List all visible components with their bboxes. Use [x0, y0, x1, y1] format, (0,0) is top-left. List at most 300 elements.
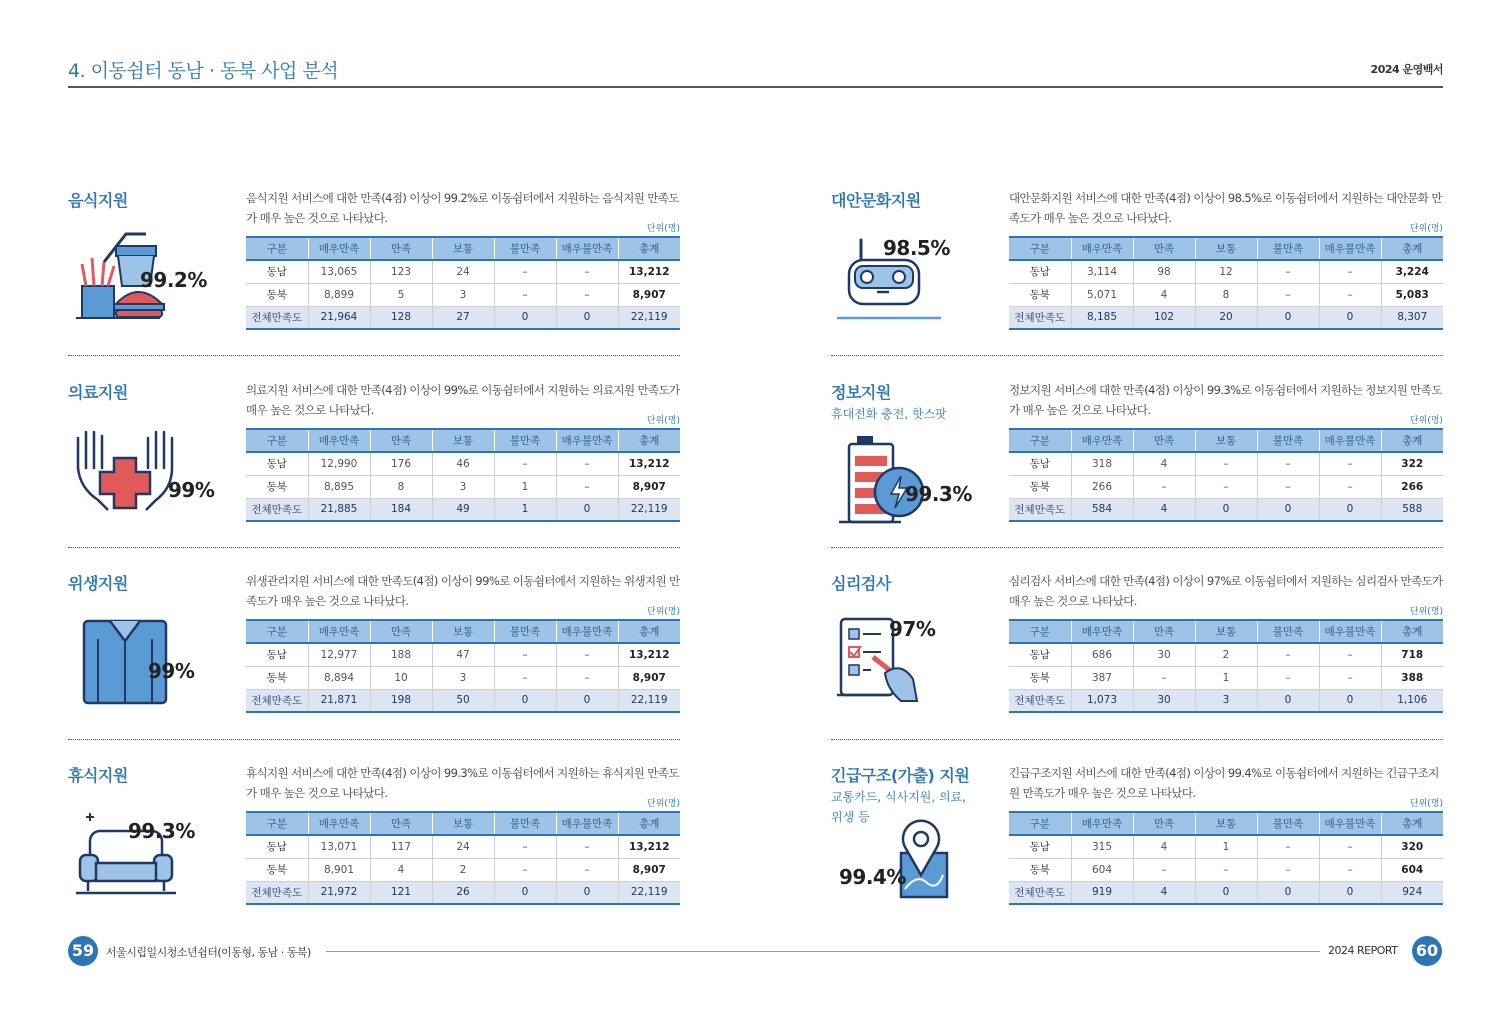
col-header: 보통 [432, 429, 494, 452]
col-header: 매우만족 [308, 812, 370, 835]
table-total-row [246, 881, 680, 904]
table-cell: 176 [370, 452, 432, 475]
section-food [68, 188, 680, 338]
table-cell: 12 [1195, 260, 1257, 283]
col-header: 보통 [1195, 812, 1257, 835]
unit-label: 단위(명) [646, 416, 680, 426]
description: 휴식지원 서비스에 대한 만족(4점) 이상이 99.3%로 이동쉼터에서 지원하는 휴식지원 만족도가 매우 높은 것으로 나타났다. [246, 766, 679, 800]
table-cell: 21,885 [308, 498, 370, 521]
table-cell: 0 [494, 689, 556, 712]
table-cell: 22,119 [618, 881, 680, 904]
section-divider [831, 547, 1443, 548]
table-cell: 8,907 [618, 475, 680, 498]
food-icon [68, 226, 238, 326]
table-cell: – [1257, 835, 1319, 858]
section-psych [831, 571, 1443, 721]
shirt-icon [68, 609, 238, 709]
table-cell: 3,224 [1381, 260, 1443, 283]
unit-label: 단위(명) [646, 224, 680, 234]
right-page-number: 60 [1412, 936, 1442, 966]
table-cell: – [1257, 283, 1319, 306]
col-header: 만족 [1133, 429, 1195, 452]
table-cell: 102 [1133, 306, 1195, 329]
table-cell: 27 [432, 306, 494, 329]
table-cell: 3,114 [1071, 260, 1133, 283]
table-cell: – [1133, 475, 1195, 498]
table-cell: 315 [1071, 835, 1133, 858]
col-header: 총계 [1381, 620, 1443, 643]
percent-value: 99.2% [140, 268, 207, 292]
col-header: 불만족 [1257, 620, 1319, 643]
col-header: 매우만족 [1071, 429, 1133, 452]
table-row [1009, 835, 1443, 858]
col-header: 총계 [1381, 812, 1443, 835]
data-table [1009, 236, 1443, 330]
description: 의료지원 서비스에 대한 만족(4점) 이상이 99%로 이동쉼터에서 지원하는 의료지원 만족도가 매우 높은 것으로 나타났다. [246, 383, 680, 417]
table-cell: 718 [1381, 643, 1443, 666]
col-header: 구분 [246, 620, 308, 643]
table-cell: 동남 [1009, 643, 1071, 666]
table-row [246, 260, 680, 283]
table-cell: 4 [1133, 283, 1195, 306]
table-cell: 266 [1381, 475, 1443, 498]
table-cell: 4 [1133, 835, 1195, 858]
table-cell: – [1257, 666, 1319, 689]
table-cell: 0 [1257, 689, 1319, 712]
col-header: 보통 [1195, 620, 1257, 643]
table-cell: 동남 [1009, 452, 1071, 475]
table-cell: – [494, 858, 556, 881]
table-cell: – [1257, 260, 1319, 283]
col-header: 구분 [246, 812, 308, 835]
col-header: 총계 [618, 812, 680, 835]
table-row [1009, 643, 1443, 666]
section-hygiene [68, 571, 680, 721]
description: 긴급구조지원 서비스에 대한 만족(4점) 이상이 99.4%로 이동쉼터에서 지원하는 긴급구조지원 만족도가 매우 높은 것으로 나타났다. [1009, 766, 1439, 800]
table-total-row [246, 306, 680, 329]
table-cell: 22,119 [618, 498, 680, 521]
footer-left-text: 서울시립일시청소년쉼터(이동형, 동남 · 동북) [106, 946, 311, 959]
map-pin-icon [831, 809, 1001, 905]
table-cell: 387 [1071, 666, 1133, 689]
table-row [1009, 475, 1443, 498]
table-cell: 584 [1071, 498, 1133, 521]
table-cell: – [1319, 283, 1381, 306]
table-cell: – [1133, 858, 1195, 881]
col-header: 구분 [1009, 429, 1071, 452]
header-rule [68, 86, 1443, 88]
col-header: 매우만족 [1071, 620, 1133, 643]
unit-label: 단위(명) [1409, 799, 1443, 809]
col-header: 총계 [618, 620, 680, 643]
table-cell: 5 [370, 283, 432, 306]
table-cell: – [1257, 643, 1319, 666]
section-divider [68, 355, 680, 356]
table-cell: 128 [370, 306, 432, 329]
col-header: 불만족 [494, 812, 556, 835]
table-cell: 266 [1071, 475, 1133, 498]
table-row [1009, 858, 1443, 881]
table-cell: – [556, 643, 618, 666]
col-header: 매우불만족 [1319, 429, 1381, 452]
col-header: 불만족 [494, 237, 556, 260]
table-cell: 동북 [1009, 858, 1071, 881]
col-header: 총계 [618, 237, 680, 260]
table-cell: 8,901 [308, 858, 370, 881]
unit-label: 단위(명) [1409, 224, 1443, 234]
percent-value: 99% [148, 659, 195, 683]
table-cell: – [1319, 835, 1381, 858]
table-cell: 98 [1133, 260, 1195, 283]
battery-charging-icon [831, 426, 1001, 526]
table-row [1009, 283, 1443, 306]
section-culture [831, 188, 1443, 338]
table-cell: 12,977 [308, 643, 370, 666]
table-cell: 26 [432, 881, 494, 904]
col-header: 불만족 [1257, 429, 1319, 452]
table-cell: 13,212 [618, 643, 680, 666]
table-cell: 0 [1319, 881, 1381, 904]
section-title: 정보지원 [831, 383, 891, 402]
section-divider [68, 547, 680, 548]
table-cell: 0 [1319, 498, 1381, 521]
footer-rule [326, 951, 1320, 952]
table-total-row [1009, 881, 1443, 904]
left-page-number: 59 [68, 936, 98, 966]
col-header: 불만족 [494, 429, 556, 452]
table-cell: 8,899 [308, 283, 370, 306]
description: 위생관리지원 서비스에 대한 만족도(4점) 이상이 99%로 이동쉼터에서 지원하는 위생지원 만족도가 매우 높은 것으로 나타났다. [246, 574, 680, 608]
col-header: 총계 [618, 429, 680, 452]
col-header: 보통 [1195, 237, 1257, 260]
table-cell: – [556, 858, 618, 881]
section-divider [831, 355, 1443, 356]
table-cell: – [1257, 475, 1319, 498]
col-header: 만족 [1133, 812, 1195, 835]
col-header: 매우불만족 [556, 237, 618, 260]
percent-value: 99.3% [128, 819, 195, 843]
table-cell: 1,073 [1071, 689, 1133, 712]
table-cell: 8,894 [308, 666, 370, 689]
table-cell: 0 [556, 881, 618, 904]
table-cell: 동남 [246, 835, 308, 858]
table-cell: – [556, 835, 618, 858]
col-header: 만족 [370, 429, 432, 452]
table-cell: – [556, 666, 618, 689]
table-total-row [1009, 306, 1443, 329]
table-cell: – [494, 260, 556, 283]
table-cell: 47 [432, 643, 494, 666]
table-cell: – [1319, 858, 1381, 881]
table-cell: 21,871 [308, 689, 370, 712]
table-cell: 0 [556, 498, 618, 521]
table-cell: 8,907 [618, 283, 680, 306]
section-title: 심리검사 [831, 574, 891, 593]
table-cell: – [1319, 643, 1381, 666]
table-cell: 1 [1195, 666, 1257, 689]
col-header: 보통 [432, 812, 494, 835]
table-cell: 21,972 [308, 881, 370, 904]
table-total-row [1009, 689, 1443, 712]
table-cell: 24 [432, 260, 494, 283]
col-header: 만족 [370, 812, 432, 835]
table-cell: 13,212 [618, 835, 680, 858]
table-row [246, 643, 680, 666]
section-divider [68, 739, 680, 740]
table-row [246, 835, 680, 858]
table-cell: 0 [1257, 881, 1319, 904]
table-cell: 전체만족도 [1009, 881, 1071, 904]
table-row [1009, 666, 1443, 689]
table-cell: 0 [556, 689, 618, 712]
col-header: 총계 [1381, 429, 1443, 452]
section-title: 음식지원 [68, 191, 128, 210]
table-cell: 전체만족도 [246, 306, 308, 329]
data-table [1009, 428, 1443, 522]
col-header: 불만족 [494, 620, 556, 643]
table-cell: 21,964 [308, 306, 370, 329]
table-cell: 198 [370, 689, 432, 712]
percent-value: 99.4% [839, 865, 906, 889]
data-table [246, 619, 680, 713]
col-header: 구분 [1009, 812, 1071, 835]
section-rest [68, 763, 680, 913]
table-cell: 동남 [1009, 260, 1071, 283]
description: 음식지원 서비스에 대한 만족(4점) 이상이 99.2%로 이동쉼터에서 지원하는 음식지원 만족도가 매우 높은 것으로 나타났다. [246, 191, 679, 225]
col-header: 매우불만족 [556, 429, 618, 452]
table-cell: 121 [370, 881, 432, 904]
percent-value: 99% [168, 478, 215, 502]
table-cell: – [1195, 475, 1257, 498]
table-cell: 전체만족도 [246, 689, 308, 712]
col-header: 매우불만족 [556, 620, 618, 643]
table-cell: 0 [1195, 498, 1257, 521]
table-cell: 8,307 [1381, 306, 1443, 329]
table-cell: – [1195, 858, 1257, 881]
col-header: 만족 [370, 620, 432, 643]
table-cell: 동남 [246, 643, 308, 666]
table-row [246, 452, 680, 475]
unit-label: 단위(명) [646, 607, 680, 617]
percent-value: 99.3% [905, 482, 972, 506]
table-cell: 320 [1381, 835, 1443, 858]
col-header: 구분 [246, 237, 308, 260]
col-header: 매우불만족 [1319, 812, 1381, 835]
table-cell: 686 [1071, 643, 1133, 666]
chapter-title: 4. 이동쉼터 동남 · 동북 사업 분석 [68, 60, 339, 82]
table-cell: 8,907 [618, 666, 680, 689]
col-header: 매우만족 [1071, 237, 1133, 260]
table-cell: 12,990 [308, 452, 370, 475]
table-cell: – [1319, 666, 1381, 689]
col-header: 매우불만족 [556, 812, 618, 835]
section-divider [831, 739, 1443, 740]
table-cell: 1 [494, 498, 556, 521]
table-cell: 0 [1195, 881, 1257, 904]
table-cell: 924 [1381, 881, 1443, 904]
checklist-test-icon [831, 609, 1001, 709]
report-label: 2024 운영백서 [1370, 63, 1443, 76]
percent-value: 98.5% [883, 236, 950, 260]
table-cell: 동북 [246, 666, 308, 689]
table-cell: 전체만족도 [1009, 306, 1071, 329]
col-header: 총계 [1381, 237, 1443, 260]
col-header: 매우만족 [308, 237, 370, 260]
table-cell: – [494, 643, 556, 666]
table-cell: 117 [370, 835, 432, 858]
col-header: 구분 [1009, 620, 1071, 643]
table-row [246, 283, 680, 306]
table-cell: – [494, 835, 556, 858]
table-cell: – [1195, 452, 1257, 475]
table-cell: 10 [370, 666, 432, 689]
table-cell: 0 [494, 306, 556, 329]
section-rescue [831, 763, 1443, 913]
table-cell: 0 [494, 881, 556, 904]
table-cell: 13,212 [618, 452, 680, 475]
col-header: 만족 [370, 237, 432, 260]
table-cell: 8,907 [618, 858, 680, 881]
table-cell: 188 [370, 643, 432, 666]
table-cell: 123 [370, 260, 432, 283]
table-cell: 50 [432, 689, 494, 712]
section-title: 대안문화지원 [831, 191, 921, 210]
table-cell: 24 [432, 835, 494, 858]
table-cell: – [556, 283, 618, 306]
table-total-row [246, 689, 680, 712]
table-cell: 동남 [246, 452, 308, 475]
table-row [1009, 260, 1443, 283]
description: 대안문화지원 서비스에 대한 만족(4점) 이상이 98.5%로 이동쉼터에서 지원하는 대안문화 만족도가 매우 높은 것으로 나타났다. [1009, 191, 1442, 225]
data-table [246, 428, 680, 522]
section-title: 의료지원 [68, 383, 128, 402]
table-cell: 동북 [246, 475, 308, 498]
table-cell: 전체만족도 [1009, 498, 1071, 521]
col-header: 보통 [432, 237, 494, 260]
data-table [1009, 619, 1443, 713]
table-total-row [1009, 498, 1443, 521]
table-cell: 0 [1257, 306, 1319, 329]
table-cell: 919 [1071, 881, 1133, 904]
table-cell: 0 [1319, 306, 1381, 329]
table-cell: – [494, 452, 556, 475]
percent-value: 97% [889, 617, 936, 641]
section-medical [68, 380, 680, 530]
table-cell: 30 [1133, 689, 1195, 712]
table-cell: 전체만족도 [246, 498, 308, 521]
table-cell: 13,071 [308, 835, 370, 858]
table-cell: 13,212 [618, 260, 680, 283]
table-cell: 2 [432, 858, 494, 881]
table-cell: – [556, 260, 618, 283]
table-cell: 4 [370, 858, 432, 881]
section-title: 휴식지원 [68, 766, 128, 785]
col-header: 보통 [432, 620, 494, 643]
table-cell: 1 [1195, 835, 1257, 858]
col-header: 구분 [1009, 237, 1071, 260]
table-cell: 전체만족도 [246, 881, 308, 904]
table-cell: 2 [1195, 643, 1257, 666]
table-cell: 46 [432, 452, 494, 475]
table-cell: 22,119 [618, 689, 680, 712]
table-cell: – [494, 283, 556, 306]
table-cell: 13,065 [308, 260, 370, 283]
table-cell: 8 [1195, 283, 1257, 306]
table-cell: 0 [556, 306, 618, 329]
col-header: 매우불만족 [1319, 237, 1381, 260]
table-cell: – [1319, 260, 1381, 283]
table-cell: 3 [1195, 689, 1257, 712]
table-cell: 전체만족도 [1009, 689, 1071, 712]
col-header: 매우만족 [1071, 812, 1133, 835]
table-row [246, 475, 680, 498]
table-cell: – [1319, 475, 1381, 498]
game-controller-icon [831, 226, 1001, 326]
table-cell: 4 [1133, 452, 1195, 475]
table-cell: 3 [432, 475, 494, 498]
table-cell: 604 [1381, 858, 1443, 881]
table-cell: 동북 [1009, 475, 1071, 498]
data-table [1009, 811, 1443, 905]
table-cell: 322 [1381, 452, 1443, 475]
table-cell: 4 [1133, 881, 1195, 904]
table-cell: 318 [1071, 452, 1133, 475]
col-header: 매우만족 [308, 429, 370, 452]
table-cell: 동북 [246, 283, 308, 306]
data-table [246, 811, 680, 905]
col-header: 만족 [1133, 237, 1195, 260]
table-cell: 184 [370, 498, 432, 521]
table-row [1009, 452, 1443, 475]
col-header: 만족 [1133, 620, 1195, 643]
table-cell: 동남 [246, 260, 308, 283]
table-cell: 동북 [1009, 666, 1071, 689]
section-subtitle: 휴대전화 충전, 핫스팟 [831, 407, 947, 421]
table-cell: – [1257, 452, 1319, 475]
table-cell: – [494, 666, 556, 689]
unit-label: 단위(명) [1409, 607, 1443, 617]
section-info [831, 380, 1443, 530]
medical-cross-icon [68, 418, 238, 518]
table-cell: 30 [1133, 643, 1195, 666]
col-header: 불만족 [1257, 237, 1319, 260]
section-title: 위생지원 [68, 574, 128, 593]
data-table [246, 236, 680, 330]
table-cell: – [556, 452, 618, 475]
table-row [246, 858, 680, 881]
table-cell: 동북 [246, 858, 308, 881]
description: 정보지원 서비스에 대한 만족(4점) 이상이 99.3%로 이동쉼터에서 지원하는 정보지원 만족도가 매우 높은 것으로 나타났다. [1009, 383, 1442, 417]
table-cell: 22,119 [618, 306, 680, 329]
footer-right-text: 2024 REPORT [1328, 944, 1398, 957]
table-cell: 8,895 [308, 475, 370, 498]
table-cell: 0 [1319, 689, 1381, 712]
col-header: 불만족 [1257, 812, 1319, 835]
col-header: 보통 [1195, 429, 1257, 452]
description: 심리검사 서비스에 대한 만족(4점) 이상이 97%로 이동쉼터에서 지원하는 심리검사 만족도가 매우 높은 것으로 나타났다. [1009, 574, 1443, 608]
table-cell: 604 [1071, 858, 1133, 881]
table-cell: 동북 [1009, 283, 1071, 306]
table-cell: – [1257, 858, 1319, 881]
table-cell: 5,083 [1381, 283, 1443, 306]
table-cell: 8,185 [1071, 306, 1133, 329]
table-cell: 1 [494, 475, 556, 498]
table-cell: 4 [1133, 498, 1195, 521]
table-cell: 동남 [1009, 835, 1071, 858]
section-title: 긴급구조(가출) 지원 [831, 766, 970, 785]
table-cell: 388 [1381, 666, 1443, 689]
col-header: 매우만족 [308, 620, 370, 643]
